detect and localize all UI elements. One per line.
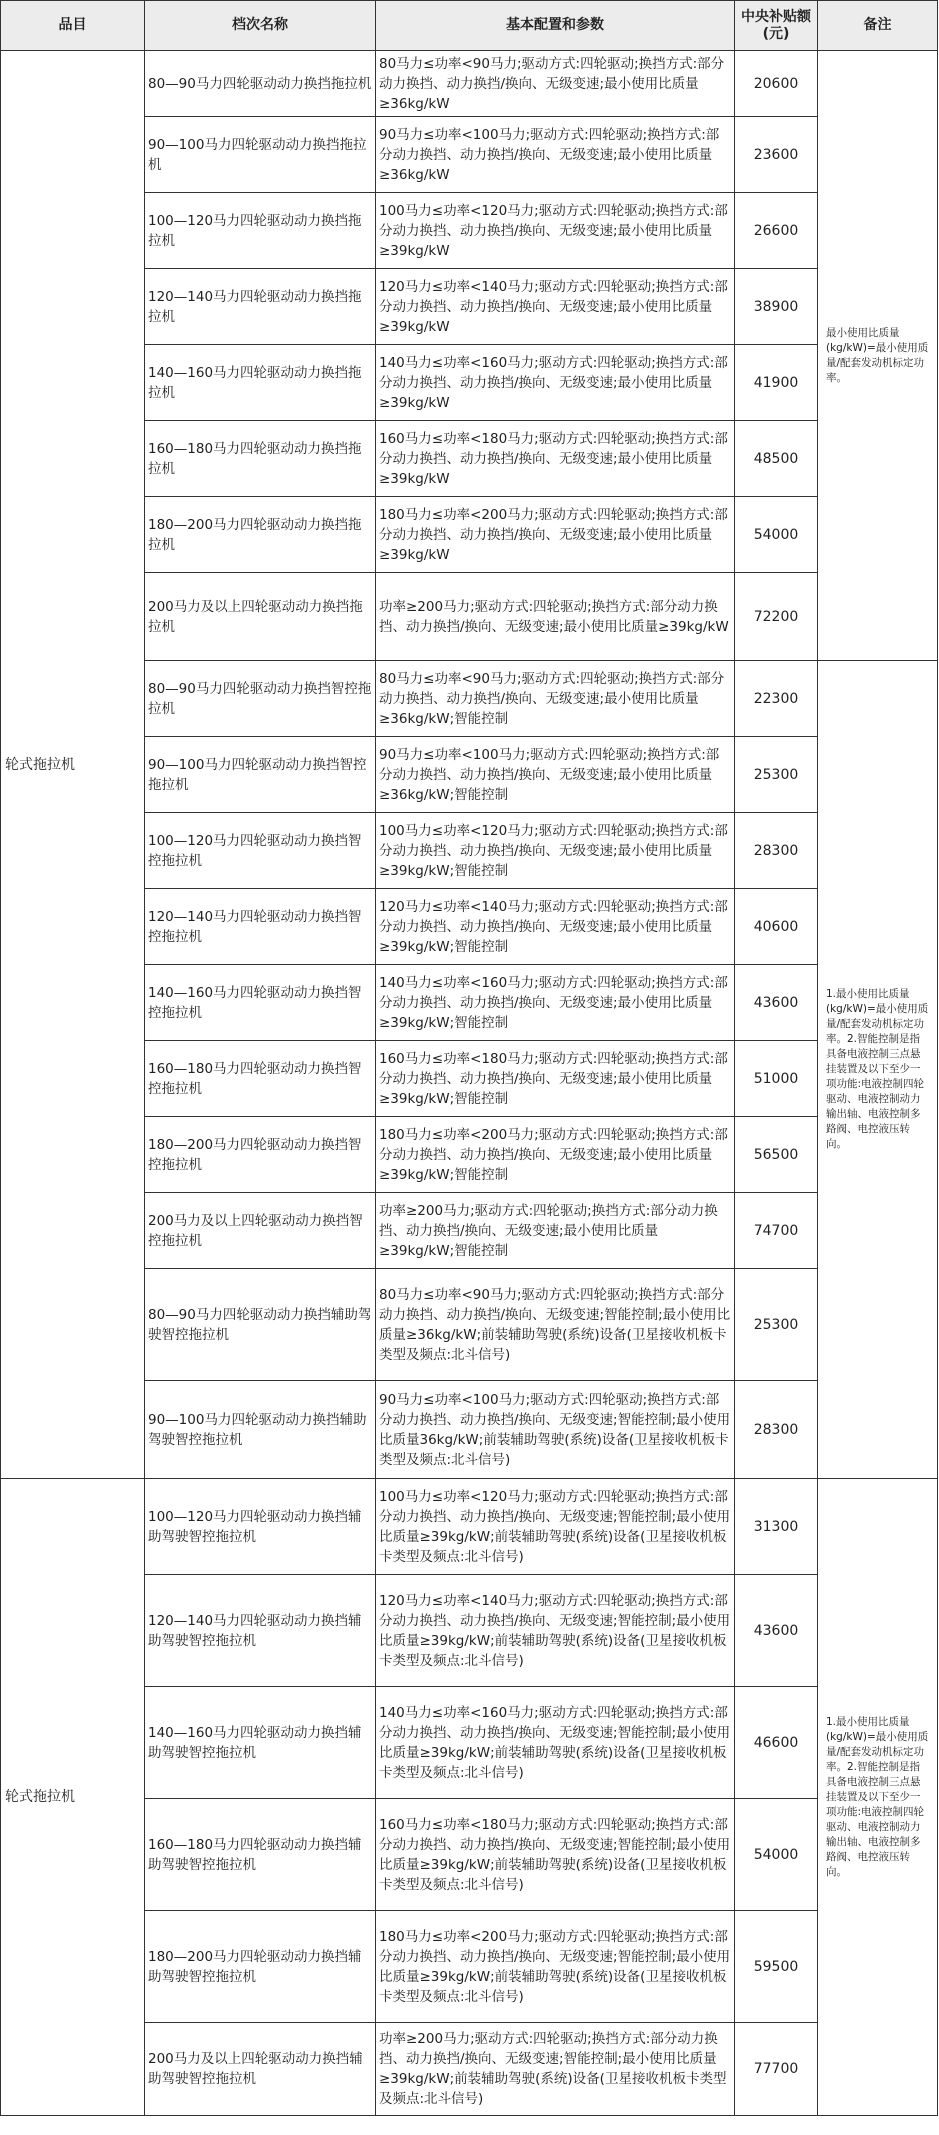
subsidy-amount-cell: 54000 — [735, 1799, 818, 1911]
tier-name-cell: 140—160马力四轮驱动动力换挡智控拖拉机 — [145, 965, 376, 1041]
tier-name-cell: 90—100马力四轮驱动动力换挡辅助驾驶智控拖拉机 — [145, 1381, 376, 1479]
subsidy-amount-cell: 40600 — [735, 889, 818, 965]
spec-cell: 功率≥200马力;驱动方式:四轮驱动;换挡方式:部分动力换挡、动力换挡/换向、无级变速;智能控制;最小使用比质量≥39kg/kW;前装辅助驾驶(系统)设备(卫星接收机板卡类型及频点:北斗信号) — [376, 2023, 735, 2116]
spec-cell: 140马力≤功率<160马力;驱动方式:四轮驱动;换挡方式:部分动力换挡、动力换挡/换向、无级变速;最小使用比质量≥39kg/kW;智能控制 — [376, 965, 735, 1041]
header-category: 品目 — [1, 1, 145, 51]
subsidy-amount-cell: 54000 — [735, 497, 818, 573]
tier-name-cell: 180—200马力四轮驱动动力换挡辅助驾驶智控拖拉机 — [145, 1911, 376, 2023]
tier-name-cell: 160—180马力四轮驱动动力换挡拖拉机 — [145, 421, 376, 497]
tier-name-cell: 140—160马力四轮驱动动力换挡拖拉机 — [145, 345, 376, 421]
spec-cell: 功率≥200马力;驱动方式:四轮驱动;换挡方式:部分动力换挡、动力换挡/换向、无级变速;最小使用比质量≥39kg/kW;智能控制 — [376, 1193, 735, 1269]
table-row — [1, 51, 938, 117]
spec-cell: 140马力≤功率<160马力;驱动方式:四轮驱动;换挡方式:部分动力换挡、动力换挡/换向、无级变速;智能控制;最小使用比质量≥39kg/kW;前装辅助驾驶(系统)设备(卫星接收机板卡类型及频点:北斗信号) — [376, 1687, 735, 1799]
subsidy-amount-cell: 38900 — [735, 269, 818, 345]
tier-name-cell: 200马力及以上四轮驱动动力换挡拖拉机 — [145, 573, 376, 661]
spec-cell: 100马力≤功率<120马力;驱动方式:四轮驱动;换挡方式:部分动力换挡、动力换挡/换向、无级变速;智能控制;最小使用比质量≥39kg/kW;前装辅助驾驶(系统)设备(卫星接收机板卡类型及频点:北斗信号) — [376, 1479, 735, 1575]
tier-name-cell: 100—120马力四轮驱动动力换挡拖拉机 — [145, 193, 376, 269]
note-cell: 1.最小使用比质量(kg/kW)=最小使用质量/配套发动机标定功率。2.智能控制是指具备电液控制三点悬挂装置及以下至少一项功能:电液控制四轮驱动、电液控制动力输出轴、电液控制多路阀、电控液压转向。 — [818, 661, 938, 1479]
tier-name-cell: 180—200马力四轮驱动动力换挡智控拖拉机 — [145, 1117, 376, 1193]
subsidy-amount-cell: 43600 — [735, 1575, 818, 1687]
category-cell: 轮式拖拉机 — [1, 1479, 145, 2116]
subsidy-amount-cell: 43600 — [735, 965, 818, 1041]
note-cell: 最小使用比质量(kg/kW)=最小使用质量/配套发动机标定功率。 — [818, 51, 938, 661]
spec-cell: 功率≥200马力;驱动方式:四轮驱动;换挡方式:部分动力换挡、动力换挡/换向、无级变速;最小使用比质量≥39kg/kW — [376, 573, 735, 661]
subsidy-amount-cell: 20600 — [735, 51, 818, 117]
subsidy-amount-cell: 77700 — [735, 2023, 818, 2116]
tier-name-cell: 90—100马力四轮驱动动力换挡拖拉机 — [145, 117, 376, 193]
subsidy-amount-cell: 74700 — [735, 1193, 818, 1269]
tier-name-cell: 200马力及以上四轮驱动动力换挡辅助驾驶智控拖拉机 — [145, 2023, 376, 2116]
tier-name-cell: 120—140马力四轮驱动动力换挡智控拖拉机 — [145, 889, 376, 965]
tier-name-cell: 80—90马力四轮驱动动力换挡智控拖拉机 — [145, 661, 376, 737]
tier-name-cell: 140—160马力四轮驱动动力换挡辅助驾驶智控拖拉机 — [145, 1687, 376, 1799]
subsidy-amount-cell: 26600 — [735, 193, 818, 269]
header-note: 备注 — [818, 1, 938, 51]
tier-name-cell: 120—140马力四轮驱动动力换挡辅助驾驶智控拖拉机 — [145, 1575, 376, 1687]
table-row — [1, 1479, 938, 1575]
subsidy-amount-cell: 56500 — [735, 1117, 818, 1193]
spec-cell: 160马力≤功率<180马力;驱动方式:四轮驱动;换挡方式:部分动力换挡、动力换挡/换向、无级变速;智能控制;最小使用比质量≥39kg/kW;前装辅助驾驶(系统)设备(卫星接收机板卡类型及频点:北斗信号) — [376, 1799, 735, 1911]
subsidy-amount-cell: 22300 — [735, 661, 818, 737]
tier-name-cell: 100—120马力四轮驱动动力换挡辅助驾驶智控拖拉机 — [145, 1479, 376, 1575]
subsidy-amount-cell: 28300 — [735, 1381, 818, 1479]
tier-name-cell: 160—180马力四轮驱动动力换挡智控拖拉机 — [145, 1041, 376, 1117]
spec-cell: 100马力≤功率<120马力;驱动方式:四轮驱动;换挡方式:部分动力换挡、动力换挡/换向、无级变速;最小使用比质量≥39kg/kW — [376, 193, 735, 269]
tier-name-cell: 90—100马力四轮驱动动力换挡智控拖拉机 — [145, 737, 376, 813]
header-name: 档次名称 — [145, 1, 376, 51]
tier-name-cell: 180—200马力四轮驱动动力换挡拖拉机 — [145, 497, 376, 573]
tier-name-cell: 80—90马力四轮驱动动力换挡辅助驾驶智控拖拉机 — [145, 1269, 376, 1381]
spec-cell: 140马力≤功率<160马力;驱动方式:四轮驱动;换挡方式:部分动力换挡、动力换挡/换向、无级变速;最小使用比质量≥39kg/kW — [376, 345, 735, 421]
category-cell: 轮式拖拉机 — [1, 51, 145, 1479]
spec-cell: 90马力≤功率<100马力;驱动方式:四轮驱动;换挡方式:部分动力换挡、动力换挡/换向、无级变速;最小使用比质量≥36kg/kW — [376, 117, 735, 193]
spec-cell: 90马力≤功率<100马力;驱动方式:四轮驱动;换挡方式:部分动力换挡、动力换挡/换向、无级变速;最小使用比质量≥36kg/kW;智能控制 — [376, 737, 735, 813]
spec-cell: 180马力≤功率<200马力;驱动方式:四轮驱动;换挡方式:部分动力换挡、动力换挡/换向、无级变速;最小使用比质量≥39kg/kW — [376, 497, 735, 573]
tier-name-cell: 80—90马力四轮驱动动力换挡拖拉机 — [145, 51, 376, 117]
subsidy-amount-cell: 31300 — [735, 1479, 818, 1575]
subsidy-amount-cell: 28300 — [735, 813, 818, 889]
table-body — [1, 51, 938, 2116]
spec-cell: 90马力≤功率<100马力;驱动方式:四轮驱动;换挡方式:部分动力换挡、动力换挡/换向、无级变速;智能控制;最小使用比质量36kg/kW;前装辅助驾驶(系统)设备(卫星接收机板卡类型及频点:北斗信号) — [376, 1381, 735, 1479]
spec-cell: 180马力≤功率<200马力;驱动方式:四轮驱动;换挡方式:部分动力换挡、动力换挡/换向、无级变速;最小使用比质量≥39kg/kW;智能控制 — [376, 1117, 735, 1193]
spec-cell: 160马力≤功率<180马力;驱动方式:四轮驱动;换挡方式:部分动力换挡、动力换挡/换向、无级变速;最小使用比质量≥39kg/kW;智能控制 — [376, 1041, 735, 1117]
tier-name-cell: 120—140马力四轮驱动动力换挡拖拉机 — [145, 269, 376, 345]
spec-cell: 80马力≤功率<90马力;驱动方式:四轮驱动;换挡方式:部分动力换挡、动力换挡/换向、无级变速;最小使用比质量≥36kg/kW;智能控制 — [376, 661, 735, 737]
spec-cell: 80马力≤功率<90马力;驱动方式:四轮驱动;换挡方式:部分动力换挡、动力换挡/换向、无级变速;最小使用比质量≥36kg/kW — [376, 51, 735, 117]
subsidy-amount-cell: 41900 — [735, 345, 818, 421]
spec-cell: 160马力≤功率<180马力;驱动方式:四轮驱动;换挡方式:部分动力换挡、动力换挡/换向、无级变速;最小使用比质量≥39kg/kW — [376, 421, 735, 497]
tier-name-cell: 160—180马力四轮驱动动力换挡辅助驾驶智控拖拉机 — [145, 1799, 376, 1911]
spec-cell: 120马力≤功率<140马力;驱动方式:四轮驱动;换挡方式:部分动力换挡、动力换挡/换向、无级变速;最小使用比质量≥39kg/kW — [376, 269, 735, 345]
subsidy-amount-cell: 46600 — [735, 1687, 818, 1799]
spec-cell: 120马力≤功率<140马力;驱动方式:四轮驱动;换挡方式:部分动力换挡、动力换挡/换向、无级变速;智能控制;最小使用比质量≥39kg/kW;前装辅助驾驶(系统)设备(卫星接收机板卡类型及频点:北斗信号) — [376, 1575, 735, 1687]
spec-cell: 180马力≤功率<200马力;驱动方式:四轮驱动;换挡方式:部分动力换挡、动力换挡/换向、无级变速;智能控制;最小使用比质量≥39kg/kW;前装辅助驾驶(系统)设备(卫星接收机板卡类型及频点:北斗信号) — [376, 1911, 735, 2023]
subsidy-amount-cell: 25300 — [735, 1269, 818, 1381]
spec-cell: 80马力≤功率<90马力;驱动方式:四轮驱动;换挡方式:部分动力换挡、动力换挡/换向、无级变速;智能控制;最小使用比质量≥36kg/kW;前装辅助驾驶(系统)设备(卫星接收机板卡类型及频点:北斗信号) — [376, 1269, 735, 1381]
spec-cell: 120马力≤功率<140马力;驱动方式:四轮驱动;换挡方式:部分动力换挡、动力换挡/换向、无级变速;最小使用比质量≥39kg/kW;智能控制 — [376, 889, 735, 965]
subsidy-amount-cell: 59500 — [735, 1911, 818, 2023]
subsidy-amount-cell: 23600 — [735, 117, 818, 193]
subsidy-amount-cell: 72200 — [735, 573, 818, 661]
header-subsidy: 中央补贴额(元) — [735, 1, 818, 51]
header-spec: 基本配置和参数 — [376, 1, 735, 51]
note-cell: 1.最小使用比质量(kg/kW)=最小使用质量/配套发动机标定功率。2.智能控制是指具备电液控制三点悬挂装置及以下至少一项功能:电液控制四轮驱动、电液控制动力输出轴、电液控制多路阀、电控液压转向。 — [818, 1479, 938, 2116]
spec-cell: 100马力≤功率<120马力;驱动方式:四轮驱动;换挡方式:部分动力换挡、动力换挡/换向、无级变速;最小使用比质量≥39kg/kW;智能控制 — [376, 813, 735, 889]
header-row — [1, 1, 938, 51]
subsidy-amount-cell: 48500 — [735, 421, 818, 497]
subsidy-amount-cell: 25300 — [735, 737, 818, 813]
tier-name-cell: 100—120马力四轮驱动动力换挡智控拖拉机 — [145, 813, 376, 889]
subsidy-amount-cell: 51000 — [735, 1041, 818, 1117]
tier-name-cell: 200马力及以上四轮驱动动力换挡智控拖拉机 — [145, 1193, 376, 1269]
